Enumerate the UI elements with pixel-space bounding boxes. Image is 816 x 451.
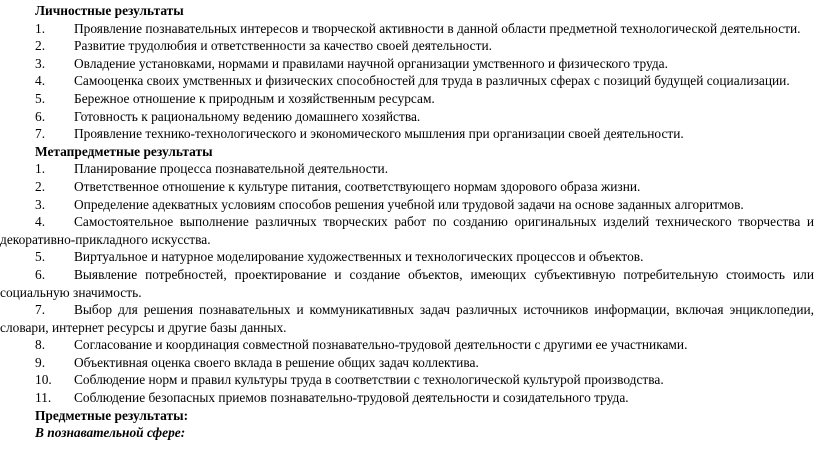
item-text: Соблюдение норм и правил культуры труда в соответствии с технологической культурой производства. bbox=[74, 372, 664, 388]
item-number: 8. bbox=[35, 337, 46, 353]
item-number: 7. bbox=[35, 302, 46, 318]
section-heading-personal: Личностные результаты bbox=[35, 3, 184, 18]
item-number: 10. bbox=[35, 372, 52, 388]
item-text: Ответственное отношение к культуре питания, соответствующего нормам здорового образа жизни. bbox=[74, 178, 641, 194]
item-text: Выявление потребностей, проектирование и создание объектов, имеющих субъективную потребительную стоимость или социальную значимость. bbox=[0, 266, 814, 300]
list-item bbox=[0, 354, 814, 372]
item-number: 9. bbox=[35, 354, 46, 370]
item-text: Выбор для решения познавательных и коммуникативных задач различных источников информации, включая энциклопедии, словари, интернет ресурсы и другие базы данных. bbox=[0, 302, 814, 335]
item-number: 3. bbox=[35, 55, 46, 71]
item-number: 7. bbox=[35, 126, 46, 142]
list-item bbox=[0, 37, 814, 55]
item-text: Овладение установками, нормами и правилами научной организации умственного и физического труда. bbox=[74, 55, 668, 71]
section-heading-cognitive: В познавательной сфере: bbox=[35, 425, 186, 441]
list-item bbox=[0, 301, 814, 336]
section-heading-metasubject: Метапредметные результаты bbox=[35, 143, 213, 159]
item-text: Проявление технико-технологического и экономического мышления при организации своей деятельности. bbox=[74, 126, 684, 142]
list-item bbox=[0, 55, 814, 73]
item-number: 4. bbox=[35, 214, 46, 230]
list-item bbox=[0, 196, 814, 214]
section-heading-subject: Предметные результаты: bbox=[35, 407, 189, 423]
list-item bbox=[0, 266, 814, 301]
item-text: Планирование процесса познавательной деятельности. bbox=[74, 161, 389, 177]
item-number: 3. bbox=[35, 196, 46, 212]
item-text: Бережное отношение к природным и хозяйственным ресурсам. bbox=[74, 90, 435, 106]
item-number: 1. bbox=[35, 20, 46, 36]
list-item bbox=[0, 108, 814, 126]
list-item bbox=[0, 20, 814, 38]
list-item bbox=[0, 371, 814, 389]
item-text: Готовность к рациональному ведению домашнего хозяйства. bbox=[74, 108, 421, 124]
list-item bbox=[0, 90, 814, 108]
item-text: Соблюдение безопасных приемов познавательно-трудовой деятельности и созидательного труда. bbox=[74, 390, 629, 406]
list-item bbox=[0, 213, 814, 248]
item-text: Виртуальное и натурное моделирование художественных и технологических процессов и объектов. bbox=[74, 249, 644, 265]
item-text: Развитие трудолюбия и ответственности за качество своей деятельности. bbox=[74, 38, 492, 54]
document-page bbox=[0, 2, 814, 442]
list-item bbox=[0, 160, 814, 178]
item-number: 1. bbox=[35, 161, 46, 177]
item-number: 11. bbox=[35, 390, 52, 406]
item-number: 6. bbox=[35, 108, 46, 124]
item-number: 6. bbox=[35, 266, 46, 282]
list-item bbox=[0, 389, 814, 407]
item-number: 5. bbox=[35, 249, 46, 265]
item-text: Определение адекватных условиям способов решения учебной или трудовой задачи на основе заданных алгоритмов. bbox=[74, 196, 744, 212]
item-text: Объективная оценка своего вклада в решение общих задач коллектива. bbox=[74, 354, 479, 370]
item-text: Самооценка своих умственных и физических способностей для труда в различных сферах с позиций будущей социализации. bbox=[74, 73, 790, 89]
item-number: 2. bbox=[35, 178, 46, 194]
item-text: Согласование и координация совместной познавательно-трудовой деятельности с другими ее участниками. bbox=[74, 337, 688, 353]
list-item bbox=[0, 248, 814, 266]
list-item bbox=[0, 125, 814, 143]
item-text: Проявление познавательных интересов и творческой активности в данной области предметной технологической деятельности. bbox=[74, 20, 801, 36]
item-text: Самостоятельное выполнение различных творческих работ по созданию оригинальных изделий технического творчества и декоративно-прикладного искусства. bbox=[0, 214, 814, 247]
list-item bbox=[0, 72, 814, 90]
list-item bbox=[0, 336, 814, 354]
item-number: 4. bbox=[35, 73, 46, 89]
item-number: 5. bbox=[35, 90, 46, 106]
item-number: 2. bbox=[35, 38, 46, 54]
list-item bbox=[0, 178, 814, 196]
